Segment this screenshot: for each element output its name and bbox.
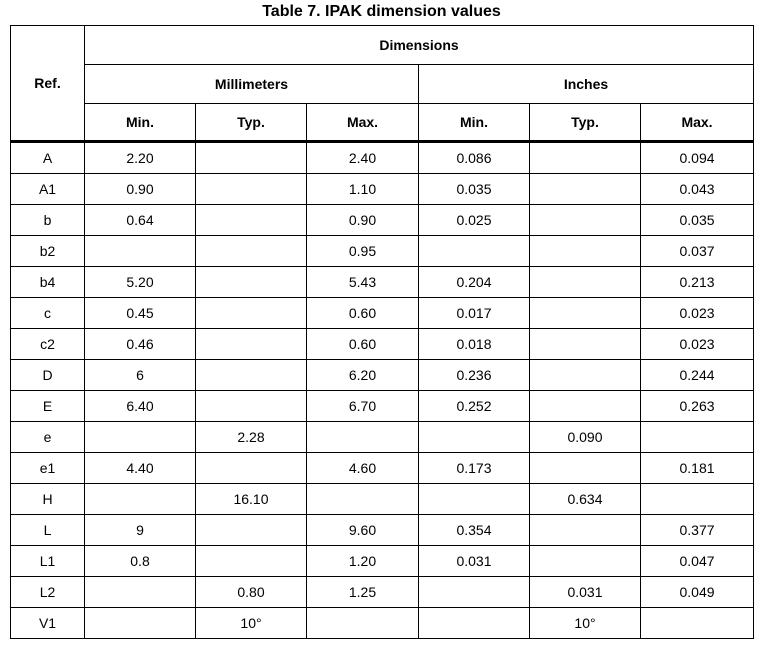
mm-min-cell [85, 608, 196, 639]
table-row [11, 360, 754, 391]
millimeters-header: Millimeters [85, 65, 419, 104]
in-max-cell: 0.213 [641, 267, 754, 298]
in-max-cell [641, 422, 754, 453]
table-row [11, 267, 754, 298]
header-row-dimensions [11, 26, 754, 65]
table-row [11, 453, 754, 484]
table-row [11, 174, 754, 205]
mm-typ-cell [196, 391, 307, 422]
header-row-units [11, 65, 754, 104]
mm-max-cell: 5.43 [307, 267, 419, 298]
in-min-cell [419, 484, 530, 515]
in-min-cell [419, 577, 530, 608]
table-row [11, 142, 754, 174]
in-max-header: Max. [641, 104, 754, 142]
in-typ-cell: 0.090 [530, 422, 641, 453]
in-max-cell: 0.047 [641, 546, 754, 577]
in-min-cell: 0.035 [419, 174, 530, 205]
mm-min-cell: 2.20 [85, 142, 196, 174]
in-min-cell [419, 236, 530, 267]
in-min-cell: 0.031 [419, 546, 530, 577]
mm-typ-cell [196, 205, 307, 236]
mm-max-cell: 6.70 [307, 391, 419, 422]
mm-max-cell: 1.20 [307, 546, 419, 577]
in-typ-cell [530, 453, 641, 484]
mm-max-cell: 2.40 [307, 142, 419, 174]
mm-max-cell [307, 484, 419, 515]
mm-typ-cell [196, 360, 307, 391]
mm-max-cell: 1.10 [307, 174, 419, 205]
in-max-cell: 0.049 [641, 577, 754, 608]
in-max-cell: 0.263 [641, 391, 754, 422]
in-min-cell: 0.025 [419, 205, 530, 236]
in-typ-cell: 10° [530, 608, 641, 639]
mm-max-cell: 1.25 [307, 577, 419, 608]
mm-typ-cell: 0.80 [196, 577, 307, 608]
table-row [11, 236, 754, 267]
ref-cell: c [11, 298, 85, 329]
in-min-cell: 0.173 [419, 453, 530, 484]
mm-typ-cell: 10° [196, 608, 307, 639]
dimension-table [10, 25, 754, 639]
mm-typ-cell: 2.28 [196, 422, 307, 453]
in-typ-cell [530, 298, 641, 329]
in-typ-cell [530, 360, 641, 391]
ref-cell: b2 [11, 236, 85, 267]
mm-max-cell: 6.20 [307, 360, 419, 391]
in-min-cell [419, 422, 530, 453]
ref-cell: b4 [11, 267, 85, 298]
in-max-cell: 0.035 [641, 205, 754, 236]
mm-min-cell: 6.40 [85, 391, 196, 422]
mm-typ-cell [196, 453, 307, 484]
in-typ-cell [530, 329, 641, 360]
mm-max-cell: 0.60 [307, 329, 419, 360]
in-typ-cell [530, 205, 641, 236]
ref-cell: e [11, 422, 85, 453]
mm-typ-header: Typ. [196, 104, 307, 142]
table-row [11, 608, 754, 639]
mm-min-cell: 5.20 [85, 267, 196, 298]
in-typ-cell [530, 236, 641, 267]
table-row [11, 391, 754, 422]
table-row [11, 422, 754, 453]
ref-cell: L2 [11, 577, 85, 608]
table-row [11, 329, 754, 360]
in-max-cell: 0.023 [641, 329, 754, 360]
table-row [11, 546, 754, 577]
mm-typ-cell [196, 515, 307, 546]
in-max-cell: 0.094 [641, 142, 754, 174]
mm-typ-cell: 16.10 [196, 484, 307, 515]
mm-typ-cell [196, 329, 307, 360]
ref-cell: E [11, 391, 85, 422]
ref-cell: H [11, 484, 85, 515]
dimensions-header: Dimensions [85, 26, 754, 65]
in-min-cell: 0.204 [419, 267, 530, 298]
ref-cell: A [11, 142, 85, 174]
mm-max-cell: 0.90 [307, 205, 419, 236]
in-typ-cell [530, 546, 641, 577]
mm-max-cell [307, 608, 419, 639]
mm-min-header: Min. [85, 104, 196, 142]
mm-max-cell: 0.60 [307, 298, 419, 329]
table-row [11, 515, 754, 546]
in-typ-cell: 0.634 [530, 484, 641, 515]
mm-min-cell [85, 484, 196, 515]
table-title: Table 7. IPAK dimension values [262, 3, 501, 20]
mm-min-cell [85, 236, 196, 267]
mm-max-cell [307, 422, 419, 453]
in-min-cell: 0.236 [419, 360, 530, 391]
inches-header: Inches [419, 65, 754, 104]
in-min-header: Min. [419, 104, 530, 142]
in-min-cell: 0.086 [419, 142, 530, 174]
mm-typ-cell [196, 298, 307, 329]
ref-cell: L [11, 515, 85, 546]
header-row-limits [11, 104, 754, 142]
table-body [11, 142, 754, 639]
in-min-cell: 0.354 [419, 515, 530, 546]
mm-min-cell: 0.8 [85, 546, 196, 577]
ref-cell: D [11, 360, 85, 391]
in-typ-cell [530, 174, 641, 205]
in-typ-cell [530, 142, 641, 174]
mm-min-cell: 6 [85, 360, 196, 391]
table-row [11, 577, 754, 608]
in-max-cell: 0.023 [641, 298, 754, 329]
ref-cell: c2 [11, 329, 85, 360]
in-typ-cell [530, 267, 641, 298]
in-min-cell [419, 608, 530, 639]
in-max-cell: 0.043 [641, 174, 754, 205]
in-typ-header: Typ. [530, 104, 641, 142]
mm-max-cell: 0.95 [307, 236, 419, 267]
table-row [11, 484, 754, 515]
in-min-cell: 0.017 [419, 298, 530, 329]
mm-min-cell [85, 422, 196, 453]
in-max-cell [641, 484, 754, 515]
in-typ-cell [530, 515, 641, 546]
mm-max-header: Max. [307, 104, 419, 142]
in-max-cell: 0.181 [641, 453, 754, 484]
mm-max-cell: 4.60 [307, 453, 419, 484]
in-max-cell [641, 608, 754, 639]
ref-header: Ref. [11, 26, 85, 142]
in-max-cell: 0.037 [641, 236, 754, 267]
in-max-cell: 0.377 [641, 515, 754, 546]
table-row [11, 298, 754, 329]
mm-min-cell: 0.46 [85, 329, 196, 360]
mm-typ-cell [196, 174, 307, 205]
ref-cell: b [11, 205, 85, 236]
mm-min-cell: 0.64 [85, 205, 196, 236]
mm-min-cell: 0.90 [85, 174, 196, 205]
in-min-cell: 0.018 [419, 329, 530, 360]
ref-cell: V1 [11, 608, 85, 639]
ref-cell: e1 [11, 453, 85, 484]
mm-typ-cell [196, 267, 307, 298]
in-max-cell: 0.244 [641, 360, 754, 391]
mm-min-cell [85, 577, 196, 608]
mm-typ-cell [196, 236, 307, 267]
mm-min-cell: 0.45 [85, 298, 196, 329]
mm-typ-cell [196, 142, 307, 174]
in-typ-cell: 0.031 [530, 577, 641, 608]
in-typ-cell [530, 391, 641, 422]
ref-cell: A1 [11, 174, 85, 205]
ref-cell: L1 [11, 546, 85, 577]
mm-max-cell: 9.60 [307, 515, 419, 546]
mm-min-cell: 9 [85, 515, 196, 546]
table-row [11, 205, 754, 236]
mm-min-cell: 4.40 [85, 453, 196, 484]
in-min-cell: 0.252 [419, 391, 530, 422]
mm-typ-cell [196, 546, 307, 577]
